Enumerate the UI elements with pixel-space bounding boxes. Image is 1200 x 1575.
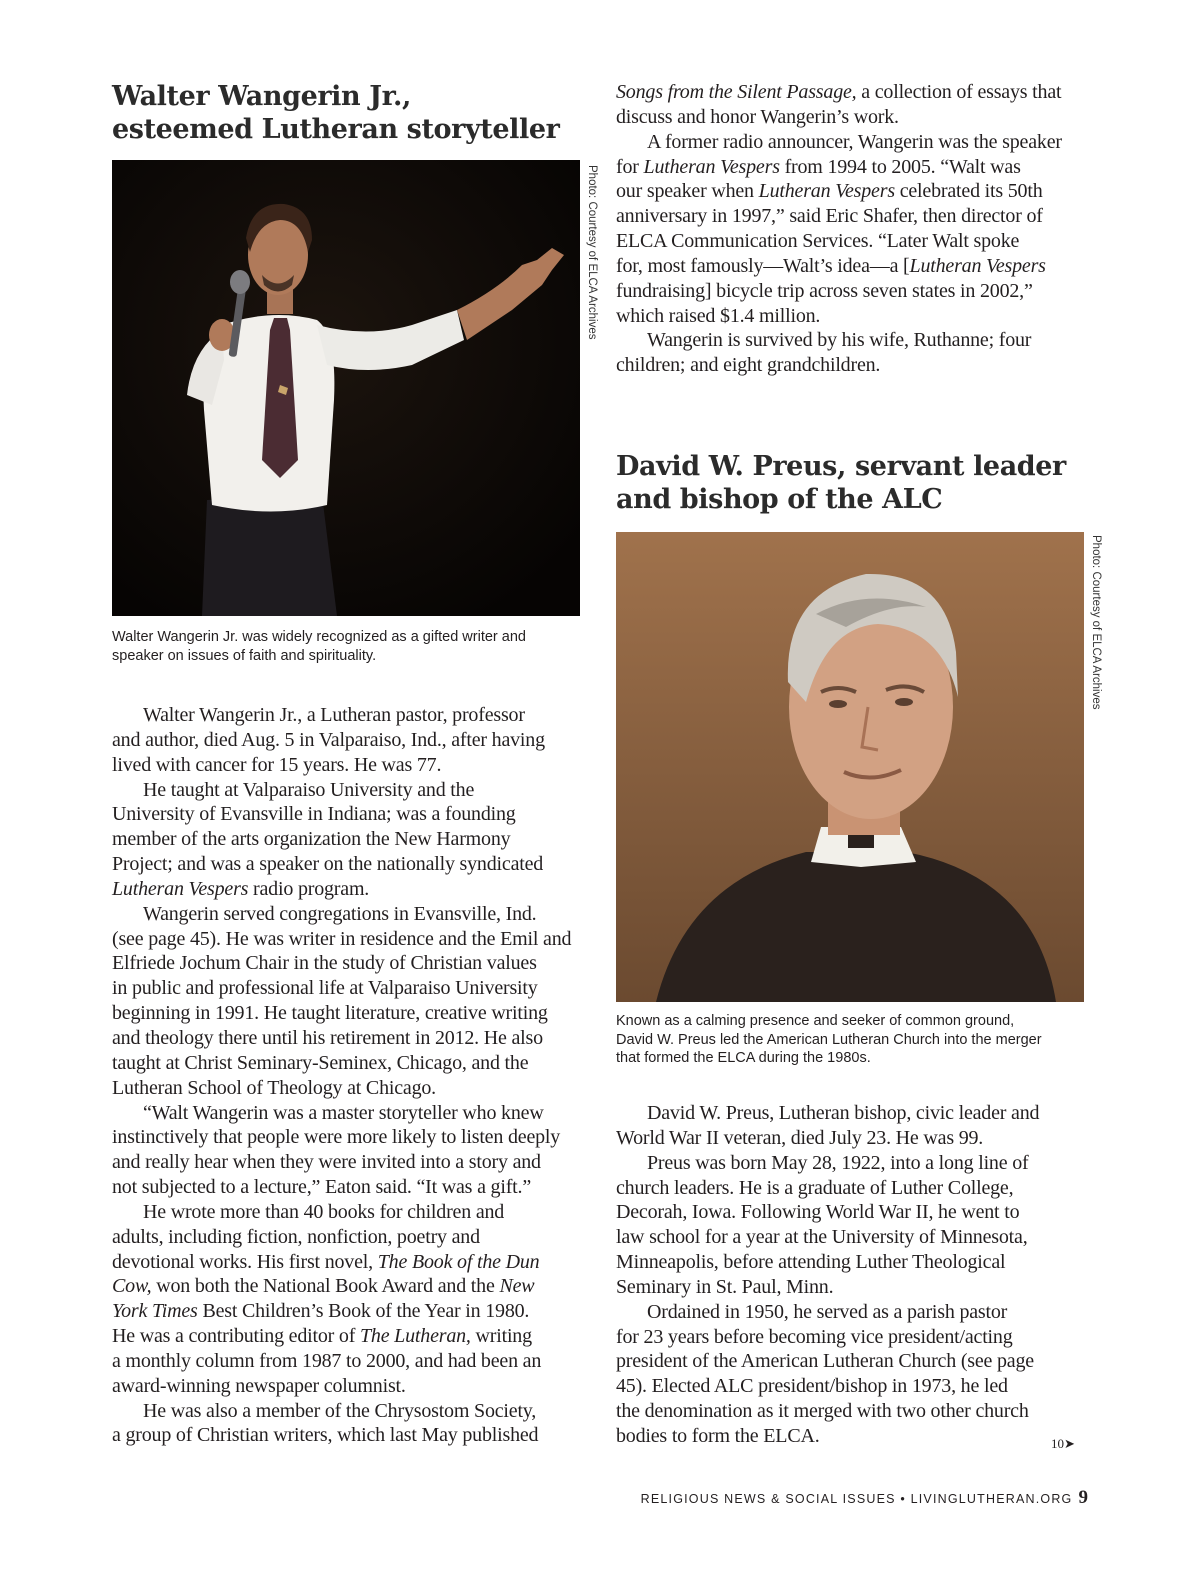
text-line: in public and professional life at Valparaiso University xyxy=(112,977,538,1000)
preus-photo xyxy=(616,532,1084,1002)
text-line: award-winning newspaper columnist. xyxy=(112,1374,406,1397)
headline-line: esteemed Lutheran storyteller xyxy=(112,114,560,145)
arrow-right-icon: ➤ xyxy=(1064,1436,1075,1451)
caption-line: Walter Wangerin Jr. was widely recognized as a gifted writer and xyxy=(112,629,526,645)
text-line: and really hear when they were invited into a story and xyxy=(112,1151,541,1174)
wangerin-caption xyxy=(112,628,526,665)
text-line: taught at Christ Seminary-Seminex, Chicago, and the xyxy=(112,1051,529,1074)
text-line: instinctively that people were more likely to listen deeply xyxy=(112,1126,561,1149)
preus-article-body xyxy=(616,1101,1039,1449)
headline-line: Walter Wangerin Jr., xyxy=(112,81,411,112)
text-line: for, most famously—Walt’s idea—a [Lutheran Vespers xyxy=(616,254,1046,277)
text-line: and author, died Aug. 5 in Valparaiso, Ind., after having xyxy=(112,728,545,751)
photo-credit: Photo: Courtesy of ELCA Archives xyxy=(586,165,598,340)
text-line: University of Evansville in Indiana; was a founding xyxy=(112,803,516,826)
text-line: ELCA Communication Services. “Later Walt spoke xyxy=(616,230,1020,253)
text-line: which raised $1.4 million. xyxy=(616,304,821,327)
text-line: 45). Elected ALC president/bishop in 1973, he led xyxy=(616,1375,1008,1398)
text-line: (see page 45). He was writer in residence and the Emil and xyxy=(112,927,572,950)
photo-credit: Photo: Courtesy of ELCA Archives xyxy=(1090,535,1102,710)
text-line: Lutheran School of Theology at Chicago. xyxy=(112,1076,436,1099)
text-line: Decorah, Iowa. Following World War II, he went to xyxy=(616,1201,1020,1224)
wangerin-photo xyxy=(112,160,580,616)
text-line: our speaker when Lutheran Vespers celebrated its 50th xyxy=(616,180,1043,203)
text-line: Wangerin is survived by his wife, Ruthanne; four xyxy=(647,329,1032,352)
text-line: Walter Wangerin Jr., a Lutheran pastor, professor xyxy=(143,704,525,726)
text-line: lived with cancer for 15 years. He was 77. xyxy=(112,753,442,776)
text-line: Lutheran Vespers radio program. xyxy=(112,877,370,900)
preus-headline xyxy=(616,450,1066,516)
page-number: 9 xyxy=(1078,1487,1088,1508)
text-line: fundraising] bicycle trip across seven states in 2002,” xyxy=(616,279,1033,302)
continued-jump xyxy=(1051,1436,1075,1452)
text-line: Ordained in 1950, he served as a parish pastor xyxy=(647,1300,1008,1323)
text-line: for Lutheran Vespers from 1994 to 2005. “Walt was xyxy=(616,155,1021,178)
text-line: He was a contributing editor of The Lutheran, writing xyxy=(112,1325,532,1348)
text-line: bodies to form the ELCA. xyxy=(616,1424,820,1447)
text-line: Preus was born May 28, 1922, into a long line of xyxy=(647,1151,1029,1174)
page-footer xyxy=(641,1487,1088,1509)
preus-caption xyxy=(616,1012,1042,1068)
caption-line: speaker on issues of faith and spirituality. xyxy=(112,647,377,664)
text-line: member of the arts organization the New Harmony xyxy=(112,828,511,851)
text-line: discuss and honor Wangerin’s work. xyxy=(616,105,899,128)
text-line: devotional works. His first novel, The Book of the Dun xyxy=(112,1250,540,1273)
text-line: He was also a member of the Chrysostom Society, xyxy=(143,1399,537,1422)
text-line: Wangerin served congregations in Evansville, Ind. xyxy=(143,902,537,925)
text-line: He wrote more than 40 books for children and xyxy=(143,1200,505,1223)
text-line: Minneapolis, before attending Luther Theological xyxy=(616,1251,1006,1274)
text-line: Elfriede Jochum Chair in the study of Christian values xyxy=(112,952,537,975)
text-line: a group of Christian writers, which last May published xyxy=(112,1424,539,1447)
text-line: president of the American Lutheran Church (see page xyxy=(616,1350,1034,1373)
text-line: anniversary in 1997,” said Eric Shafer, then director of xyxy=(616,205,1043,228)
wangerin-article-body xyxy=(112,703,571,1448)
text-line: A former radio announcer, Wangerin was the speaker xyxy=(647,130,1062,153)
text-line: adults, including fiction, nonfiction, poetry and xyxy=(112,1225,480,1248)
wangerin-article-continued xyxy=(616,80,1062,378)
text-line: not subjected to a lecture,” Eaton said. “It was a gift.” xyxy=(112,1176,531,1199)
text-line: “Walt Wangerin was a master storyteller who knew xyxy=(143,1101,544,1124)
caption-line: Known as a calming presence and seeker of common ground, xyxy=(616,1013,1015,1029)
text-line: and theology there until his retirement in 2012. He also xyxy=(112,1026,543,1049)
text-line: World War II veteran, died July 23. He was 99. xyxy=(616,1126,984,1149)
text-line: church leaders. He is a graduate of Luther College, xyxy=(616,1176,1014,1199)
headline-line: David W. Preus, servant leader xyxy=(616,451,1066,482)
text-line: Seminary in St. Paul, Minn. xyxy=(616,1275,834,1298)
text-line: children; and eight grandchildren. xyxy=(616,354,881,377)
text-line: York Times Best Children’s Book of the Year in 1980. xyxy=(112,1300,530,1323)
text-line: law school for a year at the University of Minnesota, xyxy=(616,1226,1028,1249)
caption-line: that formed the ELCA during the 1980s. xyxy=(616,1050,871,1066)
text-line: Songs from the Silent Passage, a collection of essays that xyxy=(616,81,1062,103)
jump-page-number: 10 xyxy=(1051,1436,1064,1451)
text-line: a monthly column from 1987 to 2000, and had been an xyxy=(112,1349,542,1372)
wangerin-headline xyxy=(112,80,559,146)
footer-section-label: RELIGIOUS NEWS & SOCIAL ISSUES • LIVINGLUTHERAN.ORG xyxy=(640,1492,1073,1506)
headline-line: and bishop of the ALC xyxy=(616,484,943,515)
text-line: for 23 years before becoming vice president/acting xyxy=(616,1325,1013,1348)
caption-line: David W. Preus led the American Lutheran Church into the merger xyxy=(616,1031,1042,1048)
text-line: He taught at Valparaiso University and the xyxy=(143,778,475,801)
text-line: the denomination as it merged with two other church xyxy=(616,1400,1029,1423)
text-line: Project; and was a speaker on the nationally syndicated xyxy=(112,853,544,876)
text-line: Cow, won both the National Book Award and the New xyxy=(112,1275,535,1298)
text-line: beginning in 1991. He taught literature, creative writing xyxy=(112,1002,548,1025)
text-line: David W. Preus, Lutheran bishop, civic leader and xyxy=(647,1102,1040,1124)
